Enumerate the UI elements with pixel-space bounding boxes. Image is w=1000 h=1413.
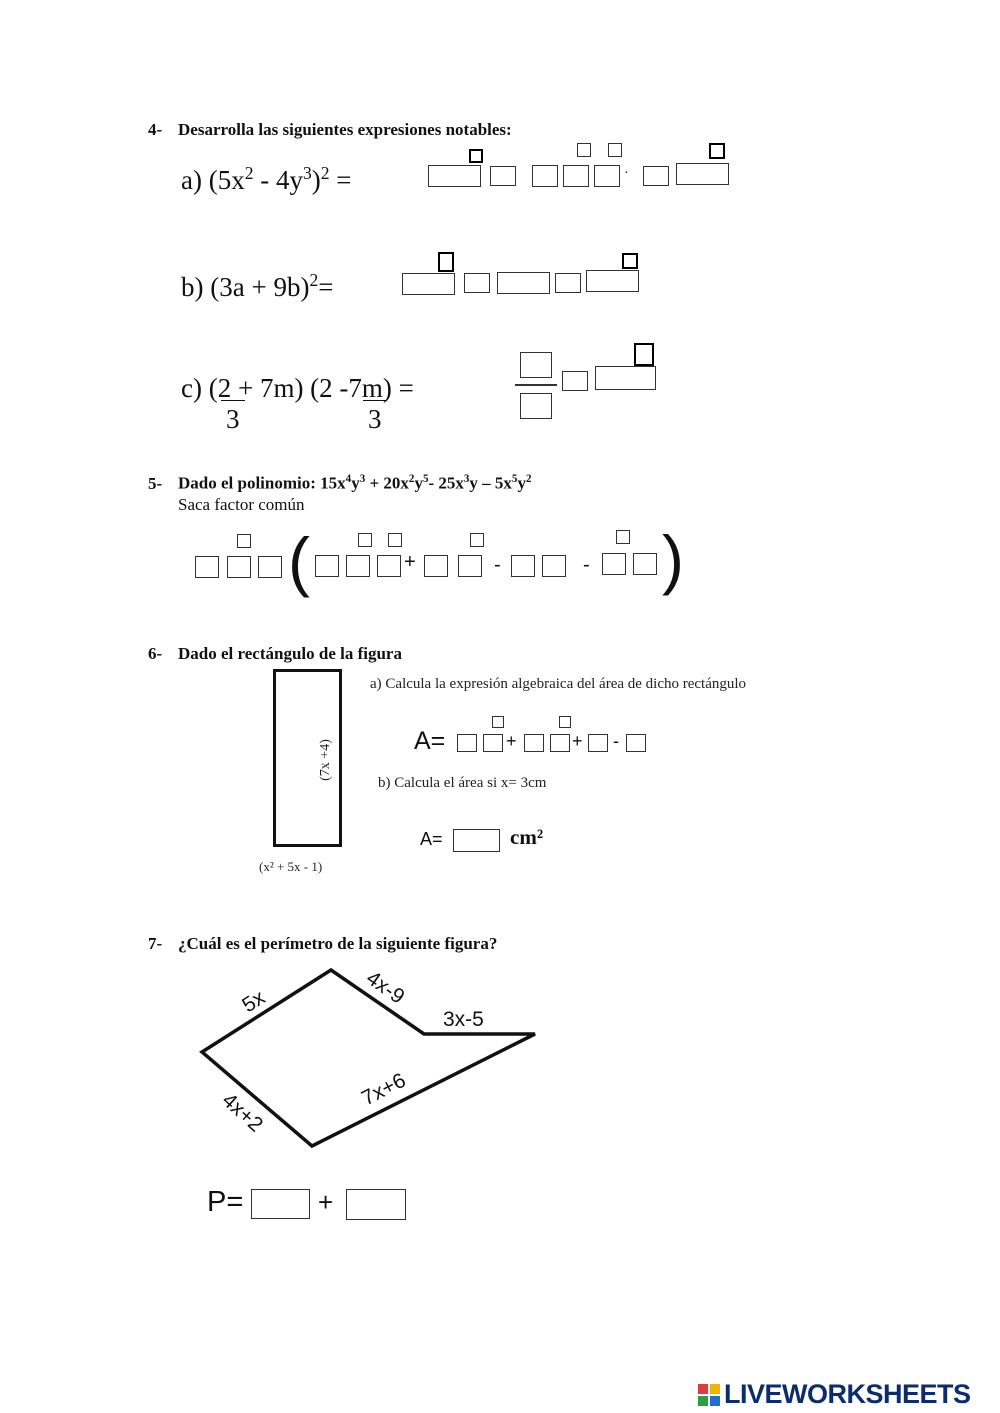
q6-task-b: b) Calcula el área si x= 3cm <box>378 775 547 791</box>
q5-plus: + <box>404 551 416 573</box>
q7-side-4x9: 4x-9 <box>361 966 409 1009</box>
q7-p-prefix: P= <box>207 1186 244 1218</box>
q7-title: ¿Cuál es el perímetro de la siguiente figura? <box>178 934 498 953</box>
q5-minus-1: - <box>494 554 501 576</box>
q5-subtitle: Saca factor común <box>178 495 305 514</box>
q5-minus-2: - <box>583 554 590 576</box>
q7-side-5x: 5x <box>238 985 270 1018</box>
q4c-denominator-1: 3 <box>226 404 240 434</box>
q4a-dot: · <box>624 166 629 181</box>
q4-title: Desarrolla las siguientes expresiones notables: <box>178 120 512 139</box>
q6-minus: - <box>613 731 619 751</box>
logo-grid-icon <box>698 1384 720 1406</box>
q5-open-paren: ( <box>288 524 310 598</box>
q7-side-3x5: 3x-5 <box>443 1008 484 1031</box>
q7-perimeter-box-1[interactable] <box>251 1189 310 1219</box>
q6-plus-1: + <box>506 731 517 751</box>
q6-title: Dado el rectángulo de la figura <box>178 644 402 663</box>
q7-perimeter-box-2[interactable] <box>346 1189 406 1220</box>
q7-side-7x6: 7x+6 <box>358 1068 410 1111</box>
q7-number: 7- <box>148 934 163 953</box>
q4c-denominator-2: 3 <box>368 404 382 434</box>
q6-unit: cm² <box>510 825 544 849</box>
q4-number: 4- <box>148 120 163 139</box>
q4a-expression: a) $(5x^2 - 4y^3)^2$ = <box>181 163 352 195</box>
q4c-expression: c) (2 + 7m) (2 -7m) = <box>181 373 414 403</box>
q6-area-prefix: A= <box>414 727 446 755</box>
q5-close-paren: ) <box>662 522 684 596</box>
liveworksheets-logo <box>698 1379 971 1410</box>
q5-number: 5- <box>148 473 163 493</box>
brand-text: LIVEWORKSHEETS <box>724 1379 971 1409</box>
q7-plus: + <box>318 1187 334 1217</box>
q6-width-label: (x² + 5x - 1) <box>259 859 323 874</box>
q7-side-4x2: 4x+2 <box>217 1088 268 1137</box>
q6-task-a: a) Calcula la expresión algebraica del área de dicho rectángulo <box>370 676 747 692</box>
q6-height-label: (7x +4) <box>318 739 333 781</box>
q6-plus-2: + <box>572 731 583 751</box>
q4b-expression: b) $(3a + 9b)^2=$ <box>181 270 334 302</box>
q5-heading: 5- Dado el polinomio: $15x^4y^3 + 20x^2y^5-$ $25x^3y - 5x^5y^2$ <box>148 473 532 493</box>
q6-number: 6- <box>148 644 163 663</box>
q6-area-prefix-b: A= <box>420 829 443 849</box>
